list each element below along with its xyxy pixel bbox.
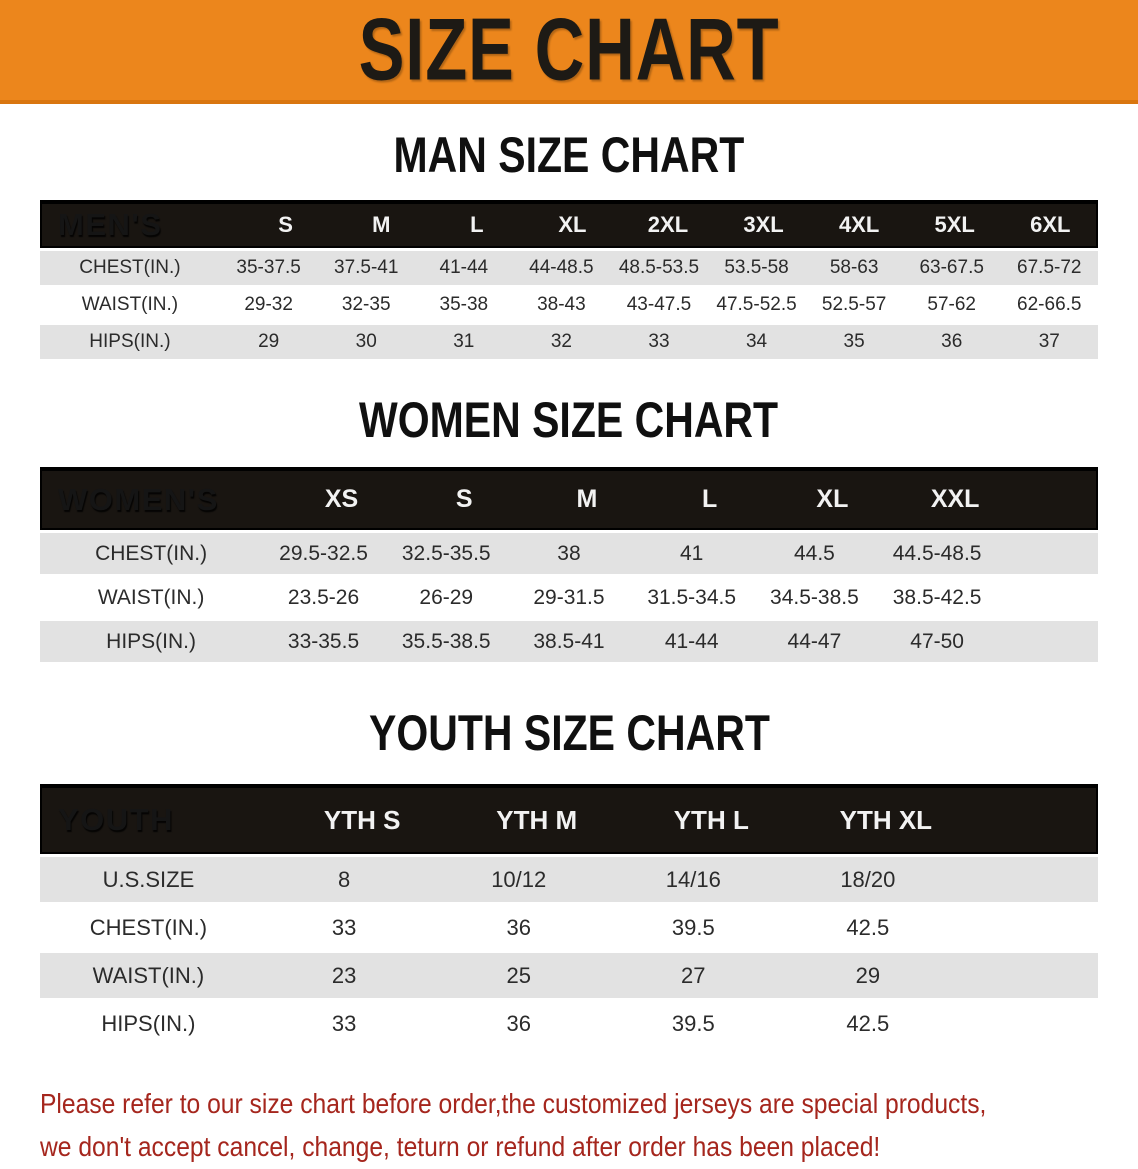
size-value: 38.5-42.5 bbox=[892, 585, 982, 609]
size-column-header: L bbox=[470, 212, 484, 237]
size-value: 18/20 bbox=[840, 866, 896, 892]
row-label: HIPS(IN.) bbox=[89, 331, 171, 352]
size-value: 32 bbox=[550, 331, 572, 352]
size-value: 37.5-41 bbox=[334, 257, 399, 278]
table-row bbox=[40, 251, 1098, 285]
size-value: 29-32 bbox=[244, 294, 293, 315]
size-value: 14/16 bbox=[665, 866, 721, 892]
table-row bbox=[40, 905, 1098, 950]
size-value: 38 bbox=[557, 541, 581, 565]
size-value: 34.5-38.5 bbox=[770, 585, 859, 609]
table-corner-label: YOUTH bbox=[58, 802, 174, 837]
size-value: 35-38 bbox=[439, 294, 489, 315]
women-size-table bbox=[40, 467, 1098, 662]
size-column-header: 4XL bbox=[838, 212, 880, 237]
size-column-header: XS bbox=[324, 485, 359, 513]
size-value: 47.5-52.5 bbox=[716, 294, 797, 315]
size-value: 23 bbox=[331, 962, 357, 988]
size-value: 36 bbox=[506, 1010, 531, 1036]
table-row bbox=[40, 288, 1098, 322]
size-value: 33 bbox=[331, 1010, 357, 1036]
banner-title: SIZE CHART bbox=[358, 1, 780, 99]
size-column-header: M bbox=[372, 212, 391, 237]
size-column-header: 3XL bbox=[743, 212, 784, 237]
size-value: 8 bbox=[338, 866, 351, 892]
table-header-row bbox=[40, 200, 1098, 248]
size-value: 39.5 bbox=[671, 914, 715, 940]
women-section-heading-text: WOMEN SIZE CHART bbox=[359, 392, 779, 448]
size-value: 32.5-35.5 bbox=[401, 541, 491, 565]
row-label: WAIST(IN.) bbox=[97, 585, 205, 609]
size-value: 41 bbox=[680, 541, 704, 565]
size-column-header: S bbox=[278, 212, 293, 237]
table-row bbox=[40, 325, 1098, 359]
size-value: 35 bbox=[843, 331, 865, 352]
size-value: 42.5 bbox=[846, 914, 890, 940]
row-label: CHEST(IN.) bbox=[95, 541, 208, 565]
row-label: HIPS(IN.) bbox=[101, 1010, 196, 1036]
women-section-heading bbox=[0, 359, 1138, 467]
youth-size-section bbox=[0, 662, 1138, 1046]
row-label: CHEST(IN.) bbox=[89, 914, 208, 940]
size-column-header: XL bbox=[816, 485, 849, 513]
men-section-heading bbox=[0, 104, 1138, 200]
size-value: 38-43 bbox=[537, 294, 586, 315]
size-value: 31.5-34.5 bbox=[647, 585, 737, 609]
size-column-header: YTH M bbox=[496, 804, 578, 835]
row-label: WAIST(IN.) bbox=[92, 962, 205, 988]
size-value: 32-35 bbox=[341, 294, 391, 315]
table-corner-label: WOMEN'S bbox=[58, 481, 219, 517]
youth-section-heading-text: YOUTH SIZE CHART bbox=[368, 705, 770, 761]
size-column-header: M bbox=[576, 485, 598, 513]
size-value: 42.5 bbox=[846, 1010, 890, 1036]
size-value: 41-44 bbox=[439, 257, 489, 278]
size-value: 58-63 bbox=[829, 257, 879, 278]
table-header-row bbox=[40, 467, 1098, 530]
size-value: 52.5-57 bbox=[821, 294, 887, 315]
size-value: 33-35.5 bbox=[287, 629, 360, 653]
disclaimer-line-2: we don't accept cancel, change, teturn or refund after order has been placed! bbox=[40, 1131, 881, 1163]
size-value: 62-66.5 bbox=[1017, 294, 1082, 315]
disclaimer-line-1: Please refer to our size chart before order,the customized jerseys are special products, bbox=[40, 1088, 987, 1119]
size-value: 47-50 bbox=[910, 629, 964, 653]
row-label: WAIST(IN.) bbox=[81, 294, 179, 315]
size-column-header: YTH S bbox=[323, 804, 401, 835]
size-value: 53.5-58 bbox=[724, 257, 789, 278]
size-value: 10/12 bbox=[491, 866, 547, 892]
size-column-header: S bbox=[455, 485, 473, 513]
size-value: 37 bbox=[1038, 331, 1060, 352]
table-row bbox=[40, 953, 1098, 998]
size-value: 29 bbox=[258, 331, 280, 352]
size-value: 29 bbox=[855, 962, 881, 988]
size-column-header: L bbox=[702, 485, 718, 513]
size-value: 36 bbox=[941, 331, 963, 352]
size-value: 34 bbox=[745, 331, 768, 352]
size-column-header: YTH XL bbox=[839, 804, 933, 835]
size-value: 29.5-32.5 bbox=[279, 541, 368, 565]
men-size-section bbox=[0, 104, 1138, 359]
size-value: 57-62 bbox=[927, 294, 976, 315]
size-value: 26-29 bbox=[419, 585, 474, 609]
table-row bbox=[40, 1001, 1098, 1046]
size-value: 67.5-72 bbox=[1017, 257, 1082, 278]
size-value: 29-31.5 bbox=[533, 585, 605, 609]
youth-size-table bbox=[40, 784, 1098, 1046]
size-column-header: 6XL bbox=[1030, 212, 1071, 237]
size-column-header: 2XL bbox=[647, 212, 689, 237]
size-value: 41-44 bbox=[664, 629, 719, 653]
youth-section-heading bbox=[0, 662, 1138, 784]
size-value: 43-47.5 bbox=[626, 294, 692, 315]
size-column-header: YTH L bbox=[673, 804, 749, 835]
size-column-header: XXL bbox=[930, 485, 980, 513]
size-value: 48.5-53.5 bbox=[618, 257, 700, 278]
row-label: U.S.SIZE bbox=[102, 866, 195, 892]
size-value: 44.5-48.5 bbox=[892, 541, 982, 565]
size-value: 23.5-26 bbox=[287, 585, 360, 609]
table-row bbox=[40, 533, 1098, 574]
size-value: 44-48.5 bbox=[529, 257, 594, 278]
size-value: 33 bbox=[331, 914, 357, 940]
women-size-section bbox=[0, 359, 1138, 662]
row-label: HIPS(IN.) bbox=[106, 629, 196, 653]
banner bbox=[0, 0, 1138, 104]
table-corner-label: MEN'S bbox=[58, 207, 163, 242]
size-value: 35-37.5 bbox=[236, 257, 301, 278]
size-value: 27 bbox=[681, 962, 706, 988]
size-value: 31 bbox=[453, 331, 475, 352]
table-header-row bbox=[40, 784, 1098, 854]
size-value: 30 bbox=[355, 331, 377, 352]
men-section-heading-text: MAN SIZE CHART bbox=[393, 127, 745, 183]
size-value: 44.5 bbox=[793, 541, 835, 565]
row-label: CHEST(IN.) bbox=[79, 257, 181, 278]
table-row bbox=[40, 621, 1098, 662]
table-row bbox=[40, 577, 1098, 618]
size-column-header: XL bbox=[558, 212, 587, 237]
disclaimer bbox=[40, 1082, 1006, 1169]
size-value: 39.5 bbox=[671, 1010, 715, 1036]
size-column-header: 5XL bbox=[934, 212, 975, 237]
size-value: 38.5-41 bbox=[533, 629, 605, 653]
table-row bbox=[40, 857, 1098, 902]
size-value: 25 bbox=[506, 962, 531, 988]
size-value: 35.5-38.5 bbox=[401, 629, 491, 653]
size-value: 36 bbox=[506, 914, 531, 940]
size-value: 33 bbox=[648, 331, 670, 352]
size-value: 44-47 bbox=[787, 629, 842, 653]
men-size-table bbox=[40, 200, 1098, 359]
size-value: 63-67.5 bbox=[919, 257, 984, 278]
